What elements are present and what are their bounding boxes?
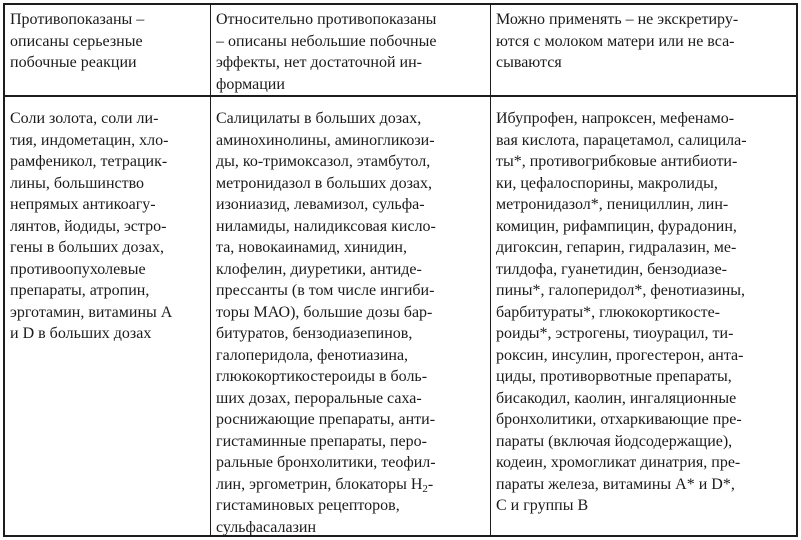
- header-cell-relatively-contraindicated: Относительно противопоказаны – описаны небольшие побочные эффекты, нет достаточной ин- формации: [216, 11, 437, 93]
- header-cell-allowed: Можно применять – не экскретиру- ются с молоком матери или не вса- сываются: [496, 11, 739, 71]
- subscript-2: 2: [422, 482, 428, 495]
- body-cell-relatively-contraindicated: [216, 108, 488, 538]
- column-divider-2: [490, 5, 491, 535]
- body-text-main: Салицилаты в больших дозах, аминохинолины, аминогликози- ды, ко-тримоксазол, этамбутол, метронидазол в больших дозах, изониазид, левамизол, сульфа- ниламиды, налидиксовая кисло- та, новокаинамид, хинидин, клофелин, диуретики, антиде- прессанты (в том числе ингиби- торы МАО), большие дозы бар- битуратов, бензодиазепинов, галоперидола, фенотиазина, глюкокортикостероиды в боль- ших дозах, пероральные саха- роснижающие препараты, анти- гистаминные препараты, перо- ральные бронхолитики, теофил- лин, эргометрин, блокаторы Н: [216, 110, 436, 493]
- body-text-continued: - гистаминовых рецепторов, сульфасалазин: [216, 475, 434, 536]
- column-divider-1: [210, 5, 211, 535]
- header-cell-contraindicated: Противопоказаны – описаны серьезные побочные реакции: [10, 11, 145, 71]
- body-cell-contraindicated: Соли золота, соли ли- тия, индометацин, хло- рамфеникол, тетрацик- лины, большинство непрямых антикоагу- лянтов, йодиды, эстро- гены в больших дозах, противоопухолевые препараты, атропин, эрготамин, витамины А и D в больших дозах: [10, 110, 173, 342]
- body-cell-allowed: Ибупрофен, напроксен, мефенамо- вая кислота, парацетамол, салицила- ты*, противогрибковые антибиоти- ки, цефалоспорины, макролиды, метронидазол*, пенициллин, лин- комицин, рифампицин, фурадонин, дигоксин, гепарин, гидралазин, ме- тилдофа, гуанетидин, бензодиазе- пины*, галоперидол*, фенотиазины, барбитураты*, глюкокортикосте- роиды*, эстрогены, тиоурацил, ти- роксин, инсулин, прогестерон, анта- циды, противорвотные препараты, бисакодил, каолин, ингаляционные бронхолитики, отхаркивающие пре- параты (включая йодсодержащие), кодеин, хромогликат динатрия, пре- параты железа, витамины А* и D*, С и группы В: [496, 110, 747, 514]
- header-divider: [5, 95, 796, 97]
- drug-table: [3, 3, 798, 537]
